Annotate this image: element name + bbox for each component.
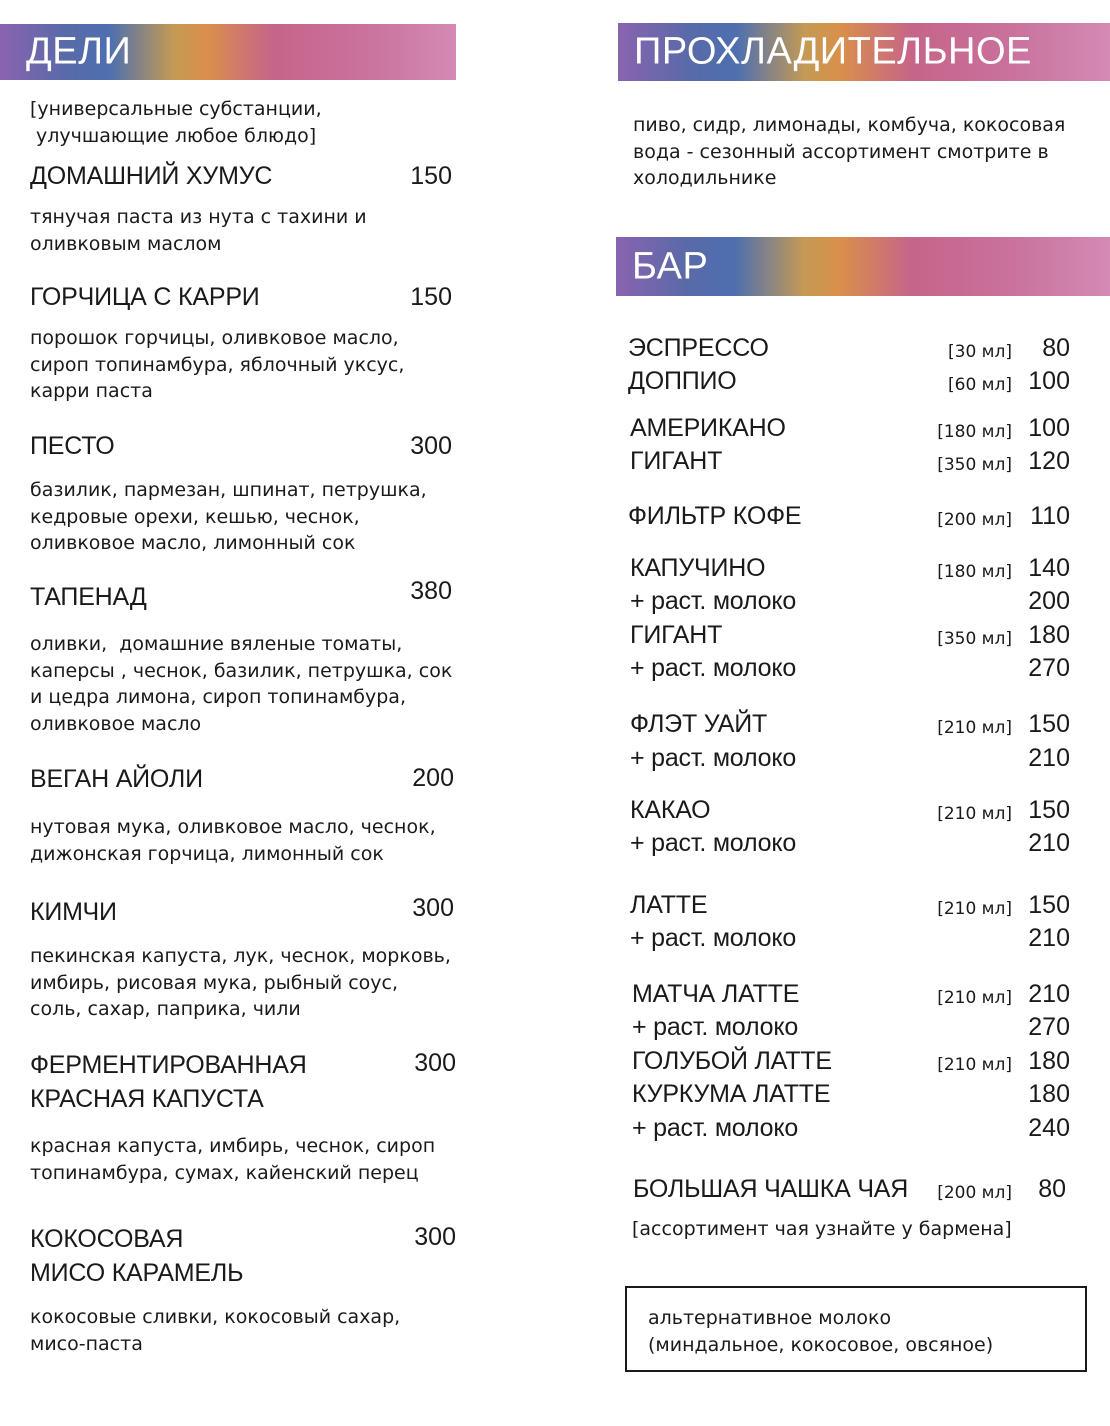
deli-item-price: 300 bbox=[414, 1223, 456, 1251]
bar-item-price: 270 bbox=[1028, 654, 1070, 682]
bar-item-name: ДОППИО bbox=[628, 367, 737, 395]
bar-item-name: + раст. молоко bbox=[630, 654, 797, 682]
deli-item-name: КИМЧИ bbox=[30, 898, 117, 926]
bar-title: БАР bbox=[632, 245, 709, 287]
deli-intro: [универсальные субстанции, улучшающие любое блюдо] bbox=[30, 98, 322, 147]
deli-item-desc: нутовая мука, оливковое масло, чеснок, дижонская горчица, лимонный сок bbox=[30, 816, 436, 865]
bar-item-price: 180 bbox=[1028, 1047, 1070, 1075]
bar-item-price: 100 bbox=[1028, 367, 1070, 395]
bar-item-name: БОЛЬШАЯ ЧАШКА ЧАЯ bbox=[633, 1175, 909, 1203]
bar-item-name: КАКАО bbox=[630, 796, 711, 824]
bar-item-volume: [350 мл] bbox=[937, 455, 1012, 475]
bar-item-price: 210 bbox=[1028, 980, 1070, 1008]
bar-item-price: 180 bbox=[1028, 621, 1070, 649]
bar-item-price: 200 bbox=[1028, 587, 1070, 615]
bar-item-price: 120 bbox=[1028, 447, 1070, 475]
bar-item-name: + раст. молоко bbox=[630, 924, 797, 952]
deli-item-price: 300 bbox=[414, 1049, 456, 1077]
bar-item-price: 210 bbox=[1028, 744, 1070, 772]
deli-item-desc: базилик, пармезан, шпинат, петрушка, кедровые орехи, кешью, чеснок, оливковое масло, лимонный сок bbox=[30, 479, 427, 554]
cool-banner bbox=[618, 23, 1110, 81]
alt-milk-box bbox=[625, 1286, 1087, 1372]
bar-item-volume: [210 мл] bbox=[937, 804, 1012, 824]
deli-item-desc: оливки, домашние вяленые томаты, каперсы , чеснок, базилик, петрушка, сок и цедра лимона, сироп топинамбура, оливковое масло bbox=[30, 633, 453, 735]
bar-item-name: ГОЛУБОЙ ЛАТТЕ bbox=[632, 1047, 832, 1075]
bar-item-price: 80 bbox=[1038, 1175, 1066, 1203]
deli-item-price: 150 bbox=[410, 162, 452, 190]
bar-item-name: ФЛЭТ УАЙТ bbox=[630, 710, 768, 738]
bar-item-name: ГИГАНТ bbox=[630, 621, 723, 649]
deli-item-name: ТАПЕНАД bbox=[30, 583, 147, 611]
deli-item-desc: пекинская капуста, лук, чеснок, морковь, имбирь, рисовая мука, рыбный соус, соль, сахар, паприка, чили bbox=[30, 945, 451, 1020]
bar-item-name: + раст. молоко bbox=[632, 1114, 799, 1142]
bar-item-volume: [350 мл] bbox=[937, 629, 1012, 649]
deli-item-desc: красная капуста, имбирь, чеснок, сироп топинамбура, сумах, кайенский перец bbox=[30, 1135, 436, 1184]
bar-item-price: 180 bbox=[1028, 1080, 1070, 1108]
deli-item-desc: кокосовые сливки, кокосовый сахар, мисо-паста bbox=[30, 1306, 401, 1355]
deli-item-price: 300 bbox=[410, 432, 452, 460]
deli-title: ДЕЛИ bbox=[26, 30, 132, 73]
deli-item-name: КОКОСОВАЯ МИСО КАРАМЕЛЬ bbox=[30, 1225, 244, 1287]
deli-item-name: ВЕГАН АЙОЛИ bbox=[30, 765, 203, 793]
bar-item-name: ФИЛЬТР КОФЕ bbox=[628, 502, 802, 530]
bar-item-price: 110 bbox=[1030, 502, 1070, 530]
bar-banner bbox=[616, 237, 1110, 296]
bar-item-name: ГИГАНТ bbox=[630, 447, 723, 475]
deli-item-name: ДОМАШНИЙ ХУМУС bbox=[30, 162, 273, 190]
bar-item-volume: [180 мл] bbox=[937, 562, 1012, 582]
bar-item-volume: [30 мл] bbox=[948, 342, 1012, 362]
cool-title: ПРОХЛАДИТЕЛЬНОЕ bbox=[634, 30, 1032, 73]
bar-item-price: 140 bbox=[1028, 554, 1070, 582]
bar-item-volume: [200 мл] bbox=[937, 510, 1012, 530]
deli-item-price: 200 bbox=[412, 764, 454, 792]
bar-item-price: 240 bbox=[1028, 1114, 1070, 1142]
deli-banner bbox=[0, 24, 456, 80]
deli-item-price: 300 bbox=[412, 894, 454, 922]
bar-item-name: КАПУЧИНО bbox=[630, 554, 766, 582]
bar-item-volume: [210 мл] bbox=[937, 988, 1012, 1008]
bar-item-name: КУРКУМА ЛАТТЕ bbox=[632, 1080, 831, 1108]
bar-item-name: ЛАТТЕ bbox=[630, 891, 708, 919]
bar-item-price: 150 bbox=[1028, 710, 1070, 738]
deli-item-price: 150 bbox=[410, 283, 452, 311]
deli-item-name: ПЕСТО bbox=[30, 432, 115, 460]
bar-item-name: АМЕРИКАНО bbox=[630, 414, 786, 442]
bar-item-price: 100 bbox=[1028, 414, 1070, 442]
deli-item-desc: тянучая паста из нута с тахини и оливковым маслом bbox=[30, 206, 367, 255]
bar-item-name: + раст. молоко bbox=[630, 587, 797, 615]
bar-item-price: 210 bbox=[1028, 829, 1070, 857]
bar-item-price: 210 bbox=[1028, 924, 1070, 952]
tea-note: [ассортимент чая узнайте у бармена] bbox=[632, 1218, 1012, 1240]
bar-item-name: МАТЧА ЛАТТЕ bbox=[632, 980, 800, 1008]
deli-item-name: ГОРЧИЦА С КАРРИ bbox=[30, 283, 260, 311]
deli-item-desc: порошок горчицы, оливковое масло, сироп топинамбура, яблочный уксус, карри паста bbox=[30, 327, 405, 402]
cool-desc: пиво, сидр, лимонады, комбуча, кокосовая вода - сезонный ассортимент смотрите в холодильнике bbox=[633, 114, 1066, 189]
bar-item-price: 150 bbox=[1028, 891, 1070, 919]
bar-item-name: + раст. молоко bbox=[630, 829, 797, 857]
bar-item-price: 270 bbox=[1028, 1013, 1070, 1041]
alt-milk-note: альтернативное молоко (миндальное, кокосовое, овсяное) bbox=[648, 1307, 994, 1356]
bar-item-volume: [210 мл] bbox=[937, 718, 1012, 738]
bar-item-price: 150 bbox=[1028, 796, 1070, 824]
deli-item-name: ФЕРМЕНТИРОВАННАЯ КРАСНАЯ КАПУСТА bbox=[30, 1051, 307, 1113]
bar-item-name: + раст. молоко bbox=[632, 1013, 799, 1041]
deli-item-price: 380 bbox=[410, 577, 452, 605]
bar-item-volume: [210 мл] bbox=[937, 1055, 1012, 1075]
bar-item-volume: [200 мл] bbox=[937, 1183, 1012, 1203]
bar-item-volume: [210 мл] bbox=[937, 899, 1012, 919]
bar-item-name: ЭСПРЕССО bbox=[628, 334, 769, 362]
bar-item-volume: [60 мл] bbox=[948, 375, 1012, 395]
bar-item-name: + раст. молоко bbox=[630, 744, 797, 772]
bar-item-price: 80 bbox=[1042, 334, 1070, 362]
bar-item-volume: [180 мл] bbox=[937, 422, 1012, 442]
